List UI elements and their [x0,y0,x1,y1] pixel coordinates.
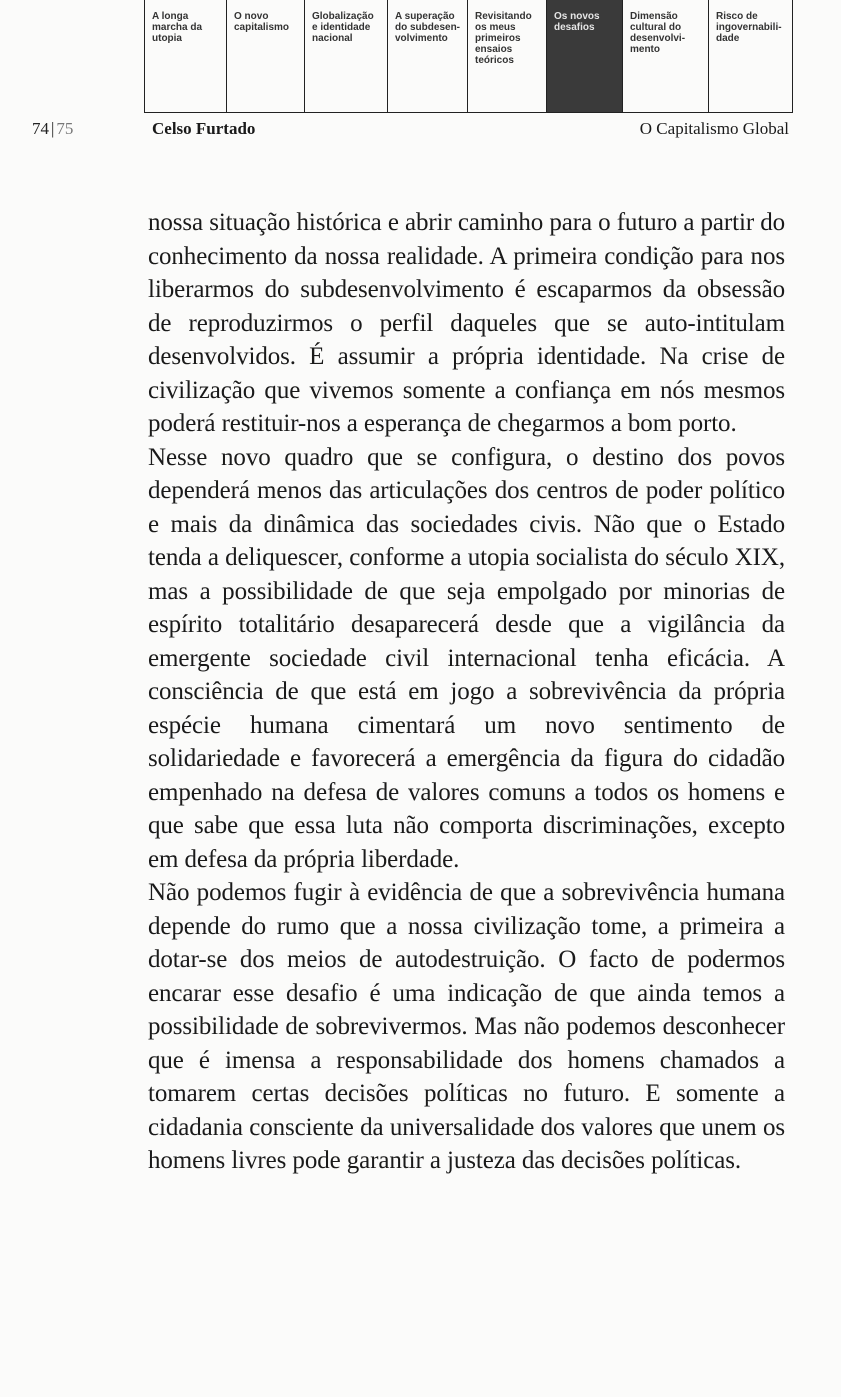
author-name: Celso Furtado [152,119,256,138]
chapter-tab-a-longa-marcha [144,0,226,112]
chapter-tab-label: Revisitando os meus primeiros ensaios teóricos [475,11,532,66]
book-title: O Capitalismo Global [639,119,789,138]
page-number-right: 75 [56,119,74,138]
chapter-tab-o-novo-capitalismo [226,0,304,112]
chapter-tab-dimensao-cultural [622,0,708,112]
chapter-tab-label: Risco de ingovernabili- dade [716,11,782,44]
page-number-left: 74 [32,119,49,138]
paragraph: Não podemos fugir à evidência de que a sobrevivência humana depende do rumo que a nossa civilização tome, a primeira a dotar-se dos meios de autodestruição. O facto de podermos encarar esse desafio é uma indicação de que ainda temos a possibilidade de sobrevivermos. Mas não podemos desconhecer que é imensa a responsabilidade dos homens chamados a tomarem certas decisões políticas no futuro. E somente a cidadania consciente da universalidade dos valores que unem os homens livres pode garantir a justeza das decisões políticas. [148,879,785,1174]
chapter-tab-risco-ingovernabilidade [708,0,793,112]
paragraph: Nesse novo quadro que se configura, o destino dos povos dependerá menos das articulações dos centros de poder político e mais da dinâmica das sociedades civis. Não que o Estado tenda a deliquescer, conforme a utopia socialista do século XIX, mas a possibilidade de que seja empolgado por minorias de espírito totalitário desaparecerá desde que a vigilância da emergente sociedade civil internacional tenha eficácia. A consciência de que está em jogo a sobrevivência da própria espécie humana cimentará um novo sentimento de solidariedade e favorecerá a emergência da figura do cidadão empenhado na defesa de valores comuns a todos os homens e que sabe que essa luta não comporta discriminações, excepto em defesa da própria liberdade. [148,443,785,873]
paragraph: nossa situação histórica e abrir caminho para o futuro a partir do conhecimento da nossa realidade. A primeira condição para nos liberarmos do subdesenvolvimento é escaparmos da obsessão de reproduzirmos o perfil daqueles que se auto-intitulam desenvolvidos. É assumir a própria identidade. Na crise de civilização que vivemos somente a confiança em nós mesmos poderá restituir-nos a esperança de chegarmos a bom porto. [148,209,785,437]
chapter-tab-label: Dimensão cultural do desenvolvi- mento [630,11,686,55]
chapter-tab-label: O novo capitalismo [234,11,290,33]
page-numbers [32,119,73,139]
chapter-tab-label: A superação do subdesen- volvimento [395,11,461,44]
chapter-tab-os-novos-desafios [546,0,622,112]
chapter-navigation-strip [144,0,793,113]
chapter-tab-label: Os novos desafios [554,11,600,33]
page-number-separator: | [51,119,55,138]
body-text [148,206,785,1178]
chapter-tab-superacao-subdesenvolvimento [387,0,467,112]
running-header [0,119,841,141]
chapter-tab-globalizacao [304,0,387,112]
chapter-tab-label: Globalização e identidade nacional [312,11,374,44]
chapter-tab-revisitando [467,0,546,112]
chapter-tab-label: A longa marcha da utopia [152,11,203,44]
